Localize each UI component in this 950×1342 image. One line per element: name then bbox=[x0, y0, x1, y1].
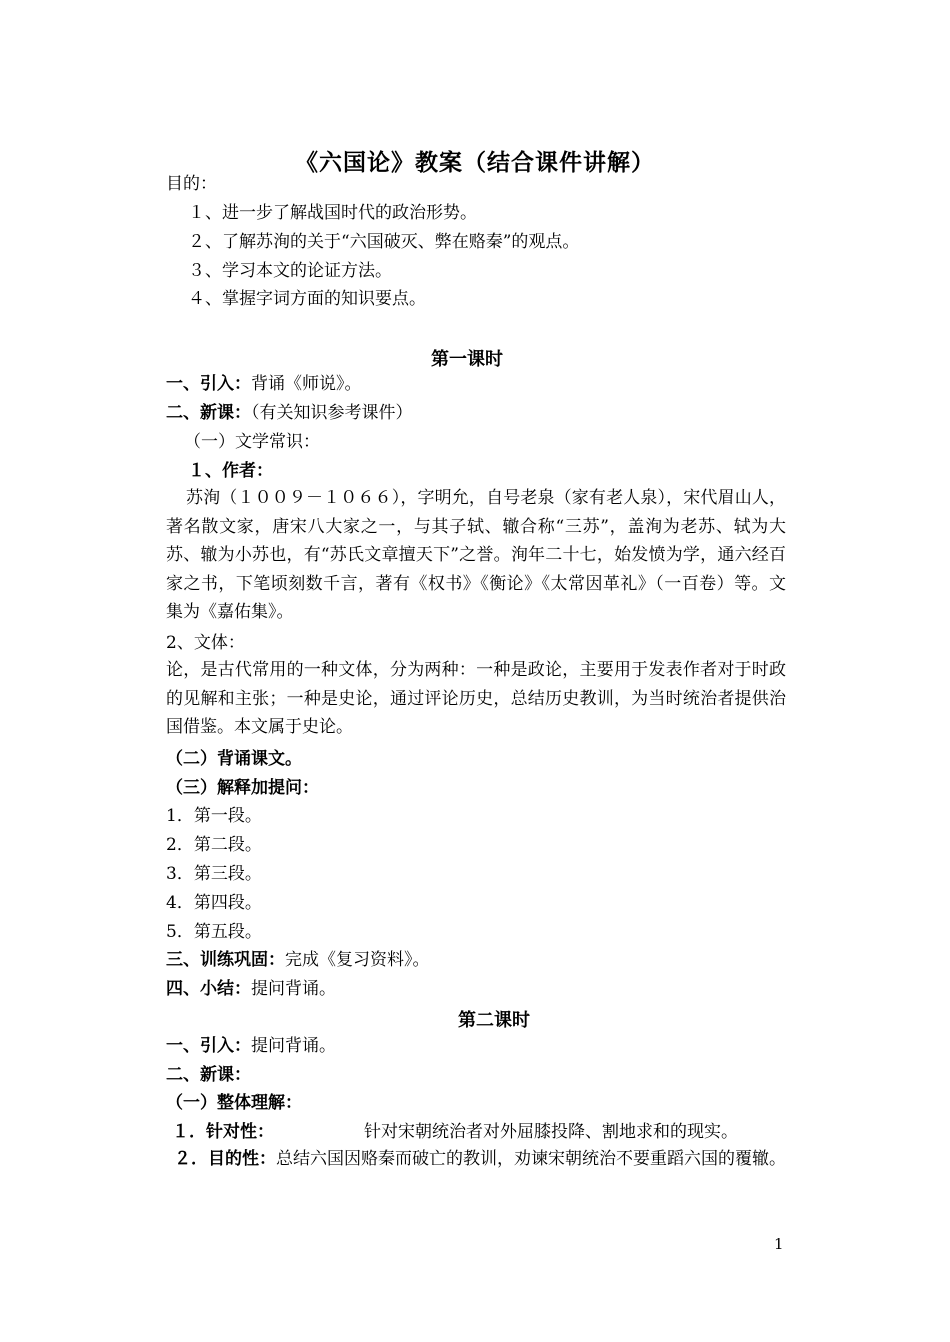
goal-item: ４、掌握字词方面的知识要点。 bbox=[188, 289, 426, 309]
paragraph-item: 4．第四段。 bbox=[166, 893, 262, 913]
lesson2-intro-text: 提问背诵。 bbox=[251, 1036, 336, 1056]
lesson1-summary bbox=[166, 979, 336, 999]
lesson1-new-text: （有关知识参考课件） bbox=[251, 403, 413, 423]
lesson1-intro-text: 背诵《师说》。 bbox=[251, 374, 362, 394]
author-label: １、作者： bbox=[188, 461, 273, 481]
target-text: 针对宋朝统治者对外屈膝投降、割地求和的现实。 bbox=[364, 1122, 738, 1142]
lesson2-intro bbox=[166, 1036, 336, 1056]
goals-heading: 目的： bbox=[166, 174, 217, 194]
lesson1-new bbox=[166, 403, 413, 423]
lesson2-new-label: 二、新课： bbox=[166, 1065, 251, 1085]
genre-label: 2、文体： bbox=[166, 633, 245, 653]
genre-paragraph: 论，是古代常用的一种文体，分为两种：一种是政论，主要用于发表作者对于时政的见解和主张；一种是史论，通过评论历史，总结历史教训，为当时统治者提供治国借鉴。本文属于史论。 bbox=[166, 660, 786, 738]
author-paragraph: 苏洵（１００９－１０６６），字明允，自号老泉（家有老人泉），宋代眉山人，著名散文家，唐宋八大家之一，与其子轼、辙合称“三苏”，盖洵为老苏、轼为大苏、辙为小苏也，有“苏氏文章擅天下”之誉。洵年二十七，始发愤为学，通六经百家之书，下笔顷刻数千言，著有《权书》《衡论》《太常因革礼》（一百卷）等。文集为《嘉佑集》。 bbox=[166, 488, 786, 623]
summary-label: 四、小结： bbox=[166, 979, 251, 999]
lesson2-intro-label: 一、引入： bbox=[166, 1036, 251, 1056]
train-text: 完成《复习资料》。 bbox=[285, 950, 430, 970]
recite-heading: （二）背诵课文。 bbox=[166, 749, 302, 769]
lit-heading: （一）文学常识： bbox=[184, 432, 320, 452]
train-label: 三、训练巩固： bbox=[166, 950, 285, 970]
goal-item: ３、学习本文的论证方法。 bbox=[188, 261, 392, 281]
lesson2-heading: 第二课时 bbox=[458, 1010, 530, 1031]
paragraph-item: 5．第五段。 bbox=[166, 922, 262, 942]
lesson1-intro-label: 一、引入： bbox=[166, 374, 251, 394]
paragraph-item: 2．第二段。 bbox=[166, 835, 262, 855]
purpose-label: ２．目的性： bbox=[174, 1149, 276, 1169]
summary-text: 提问背诵。 bbox=[251, 979, 336, 999]
overall-heading: （一）整体理解： bbox=[166, 1093, 302, 1113]
explain-heading: （三）解释加提问： bbox=[166, 778, 319, 798]
lesson1-train bbox=[166, 950, 430, 970]
lesson1-heading: 第一课时 bbox=[431, 349, 503, 370]
document-title: 《六国论》教案（结合课件讲解） bbox=[295, 150, 655, 176]
lesson1-new-label: 二、新课： bbox=[166, 403, 251, 423]
paragraph-item: 1．第一段。 bbox=[166, 806, 262, 826]
target-label: １．针对性： bbox=[172, 1122, 274, 1142]
target-line bbox=[172, 1122, 738, 1142]
goal-item: ２、了解苏洵的关于“六国破灭、弊在赂秦”的观点。 bbox=[188, 232, 580, 252]
purpose-text: 总结六国因赂秦而破亡的教训，劝谏宋朝统治不要重蹈六国的覆辙。 bbox=[276, 1149, 786, 1169]
lesson1-intro bbox=[166, 374, 362, 394]
purpose-paragraph bbox=[166, 1145, 786, 1174]
page-number: 1 bbox=[774, 1235, 784, 1253]
goal-item: １、进一步了解战国时代的政治形势。 bbox=[188, 203, 477, 223]
paragraph-item: 3．第三段。 bbox=[166, 864, 262, 884]
